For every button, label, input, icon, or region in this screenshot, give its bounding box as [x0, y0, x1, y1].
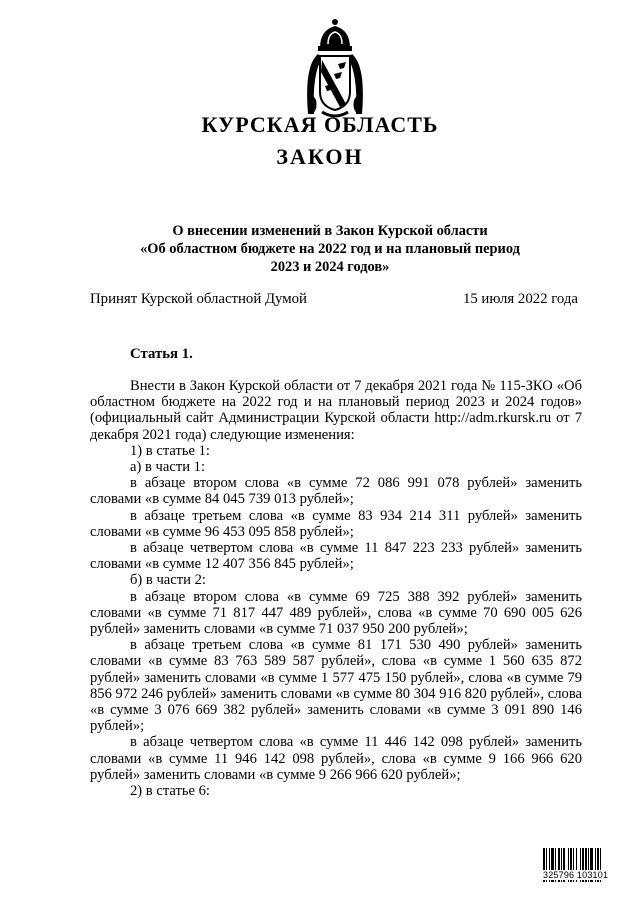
paragraph: Внести в Закон Курской области от 7 декабря 2021 года № 115-ЗКО «Об областном бюджете на 2022 год и на плановый период 2023 и 2024 годов» (официальный сайт Администрации Курской области http://adm.rkursk.ru от 7 декабря 2021 года) следующие изменения: — [90, 378, 582, 443]
adopted-by: Принят Курской областной Думой — [90, 291, 307, 307]
paragraph: в абзаце четвертом слова «в сумме 11 446 142 098 рублей» заменить словами «в сумме 11 946 142 098 рублей», слова «в сумме 9 166 966 620 рублей» заменить словами «в сумме 9 266 966 620 рублей»; — [90, 734, 582, 783]
paragraph: б) в части 2: — [130, 572, 206, 589]
barcode-number: 325796 103101 — [543, 870, 629, 880]
paragraph: в абзаце четвертом слова «в сумме 11 847 223 233 рублей» заменить словами «в сумме 12 407 356 845 рублей»; — [90, 540, 582, 573]
law-title-line: О внесении изменений в Закон Курской области — [172, 223, 488, 239]
paragraph: в абзаце втором слова «в сумме 72 086 991 078 рублей» заменить словами «в сумме 84 045 739 013 рублей»; — [90, 475, 582, 508]
paragraph: в абзаце третьем слова «в сумме 83 934 214 311 рублей» заменить словами «в сумме 96 453 095 858 рублей»; — [90, 507, 582, 540]
article-body — [90, 378, 582, 799]
paragraph: а) в части 1: — [130, 459, 206, 476]
adoption-line — [90, 291, 578, 308]
paragraph: в абзаце втором слова «в сумме 69 725 388 392 рублей» заменить словами «в сумме 71 817 447 489 рублей», слова «в сумме 70 690 005 626 рублей» заменить словами «в сумме 71 037 950 200 рублей»; — [90, 588, 582, 638]
law-title-line: 2023 и 2024 годов» — [270, 259, 390, 275]
paragraph: в абзаце третьем слова «в сумме 81 171 530 490 рублей» заменить словами «в сумме 83 763 589 587 рублей», слова «в сумме 1 560 635 872 рублей» заменить словами «в сумме 1 577 475 150 рублей», слова «в сумме 79 856 972 246 рублей» заменить словами «в сумме 80 304 916 820 рублей», слова «в сумме 3 076 669 382 рублей» заменить словами «в сумме 3 091 890 146 рублей»; — [90, 637, 582, 735]
adoption-date: 15 июля 2022 года — [462, 291, 578, 307]
article-heading: Статья 1. — [130, 346, 193, 362]
paragraph: 2) в статье 6: — [130, 783, 210, 800]
paragraph: 1) в статье 1: — [130, 442, 210, 459]
document-type-heading: ЗАКОН — [276, 144, 364, 169]
law-title — [90, 222, 570, 276]
coat-of-arms-emblem — [298, 14, 372, 122]
region-heading: КУРСКАЯ ОБЛАСТЬ — [201, 112, 439, 137]
law-title-line: «Об областном бюджете на 2022 год и на плановый период — [140, 241, 520, 257]
